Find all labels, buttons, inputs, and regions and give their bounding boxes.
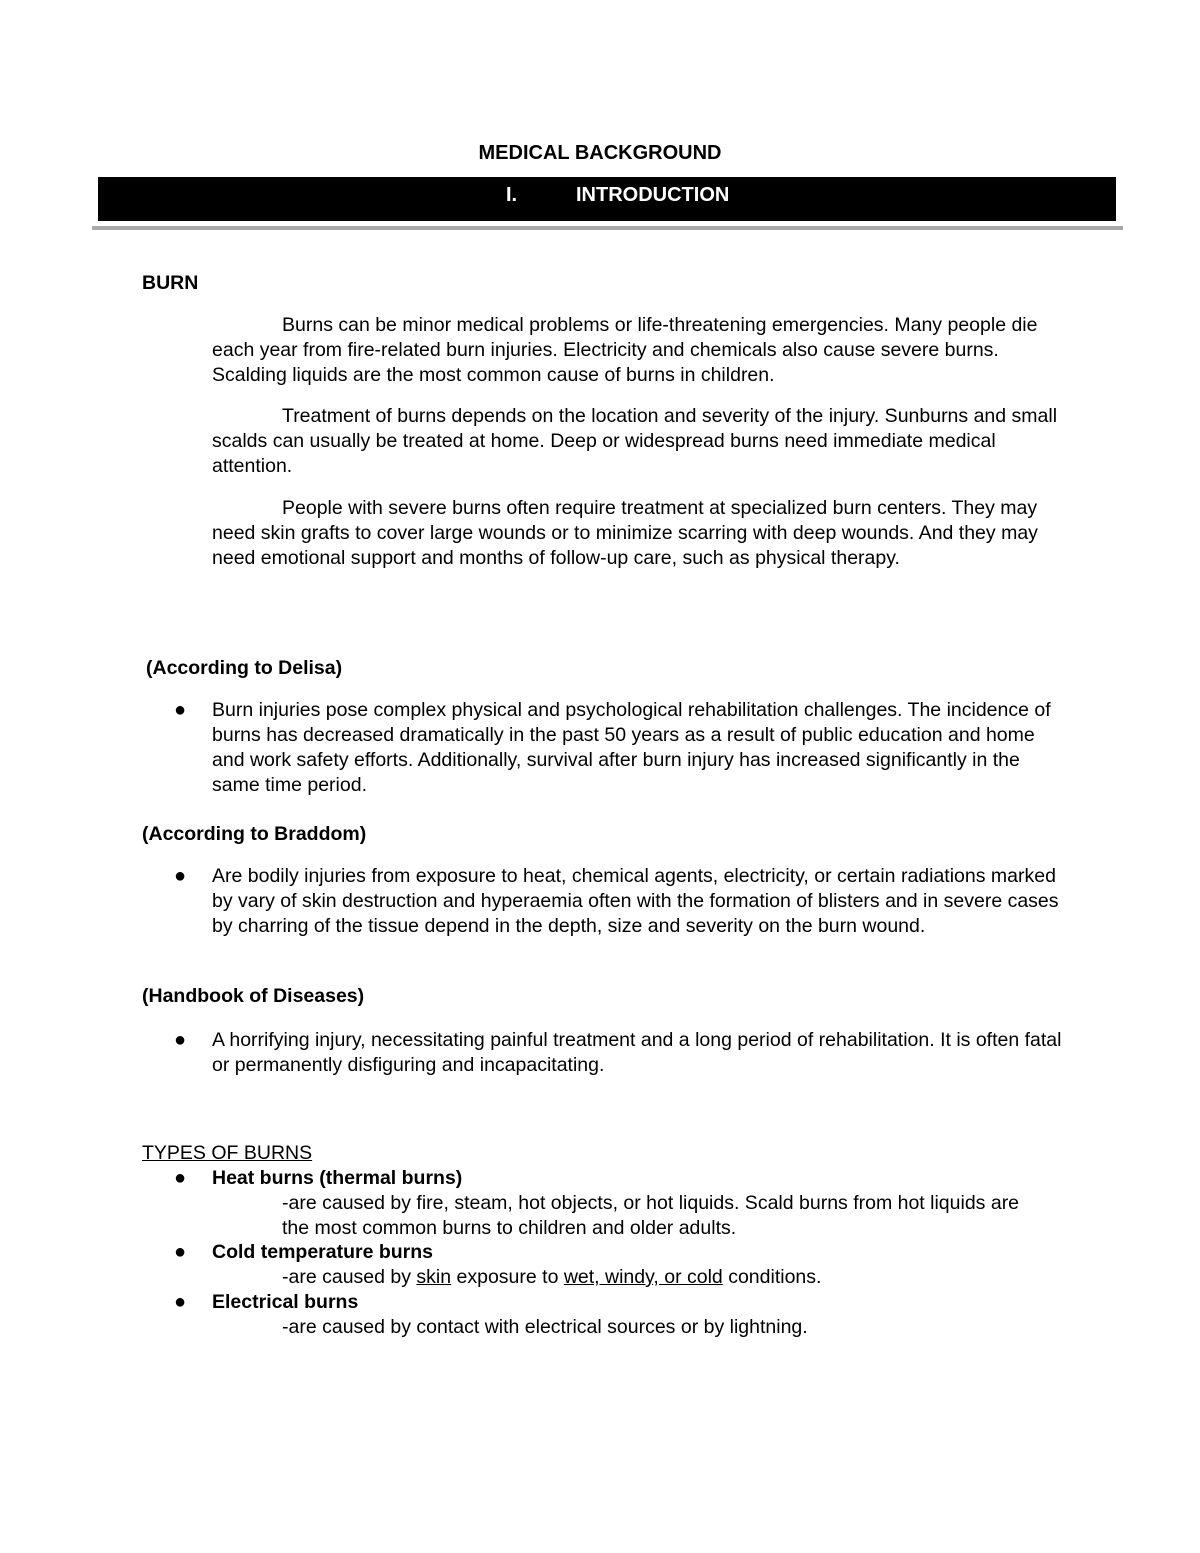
bullet-icon: ● xyxy=(174,1241,187,1263)
bullet-icon: ● xyxy=(174,1291,187,1313)
source-bullet-braddom: Are bodily injuries from exposure to heat, chemical agents, electricity, or certain radiations marked by vary of skin destruction and hyperaemia often with the formation of blisters and in severe cases by charring of the tissue depend in the depth, size and severity on the burn wound. xyxy=(212,865,1059,937)
types-heading: TYPES OF BURNS xyxy=(142,1142,313,1164)
source-bullet-delisa: Burn injuries pose complex physical and psychological rehabilitation challenges. The incidence of burns has decreased dramatically in the past 50 years as a result of public education and home and work safety efforts. Additionally, survival after burn injury has increased significantly in the same time period. xyxy=(212,699,1051,796)
source-bullet-handbook: A horrifying injury, necessitating painful treatment and a long period of rehabilitation. It is often fatal or permanently disfiguring and incapacitating. xyxy=(212,1029,1062,1076)
type-name-electrical: Electrical burns xyxy=(212,1291,359,1313)
type-desc-heat: -are caused by fire, steam, hot objects, or hot liquids. Scald burns from hot liquids are the most common burns to children and older adults. xyxy=(282,1192,1020,1239)
bullet-icon: ● xyxy=(174,865,187,887)
type-desc-electrical: -are caused by contact with electrical sources or by lightning. xyxy=(282,1316,808,1338)
bullet-icon: ● xyxy=(174,1167,187,1189)
source-heading-handbook: (Handbook of Diseases) xyxy=(142,985,365,1007)
burn-heading: BURN xyxy=(142,272,199,294)
section-title: INTRODUCTION xyxy=(576,184,730,206)
bullet-icon: ● xyxy=(174,699,187,721)
burn-paragraph-3: People with severe burns often require treatment at specialized burn centers. They may need skin grafts to cover large wounds or to minimize scarring with deep wounds. And they may need emotional support and months of follow-up care, such as physical therapy. xyxy=(212,497,1038,569)
type-name-cold: Cold temperature burns xyxy=(212,1241,434,1263)
burn-paragraph-2: Treatment of burns depends on the location and severity of the injury. Sunburns and small scalds can usually be treated at home. Deep or widespread burns need immediate medical attention. xyxy=(212,405,1058,477)
type-name-heat: Heat burns (thermal burns) xyxy=(212,1167,463,1189)
source-heading-braddom: (According to Braddom) xyxy=(142,823,367,845)
section-header-bar xyxy=(98,177,1116,221)
section-divider xyxy=(92,226,1123,230)
source-heading-delisa: (According to Delisa) xyxy=(146,657,343,679)
type-desc-cold: -are caused by skin exposure to wet, windy, or cold conditions. xyxy=(282,1266,822,1288)
page-title: MEDICAL BACKGROUND xyxy=(478,142,722,164)
burn-paragraph-1: Burns can be minor medical problems or life-threatening emergencies. Many people die each year from fire-related burn injuries. Electricity and chemicals also cause severe burns. Scalding liquids are the most common cause of burns in children. xyxy=(212,314,1038,386)
bullet-icon: ● xyxy=(174,1029,187,1051)
section-number: I. xyxy=(506,184,518,206)
